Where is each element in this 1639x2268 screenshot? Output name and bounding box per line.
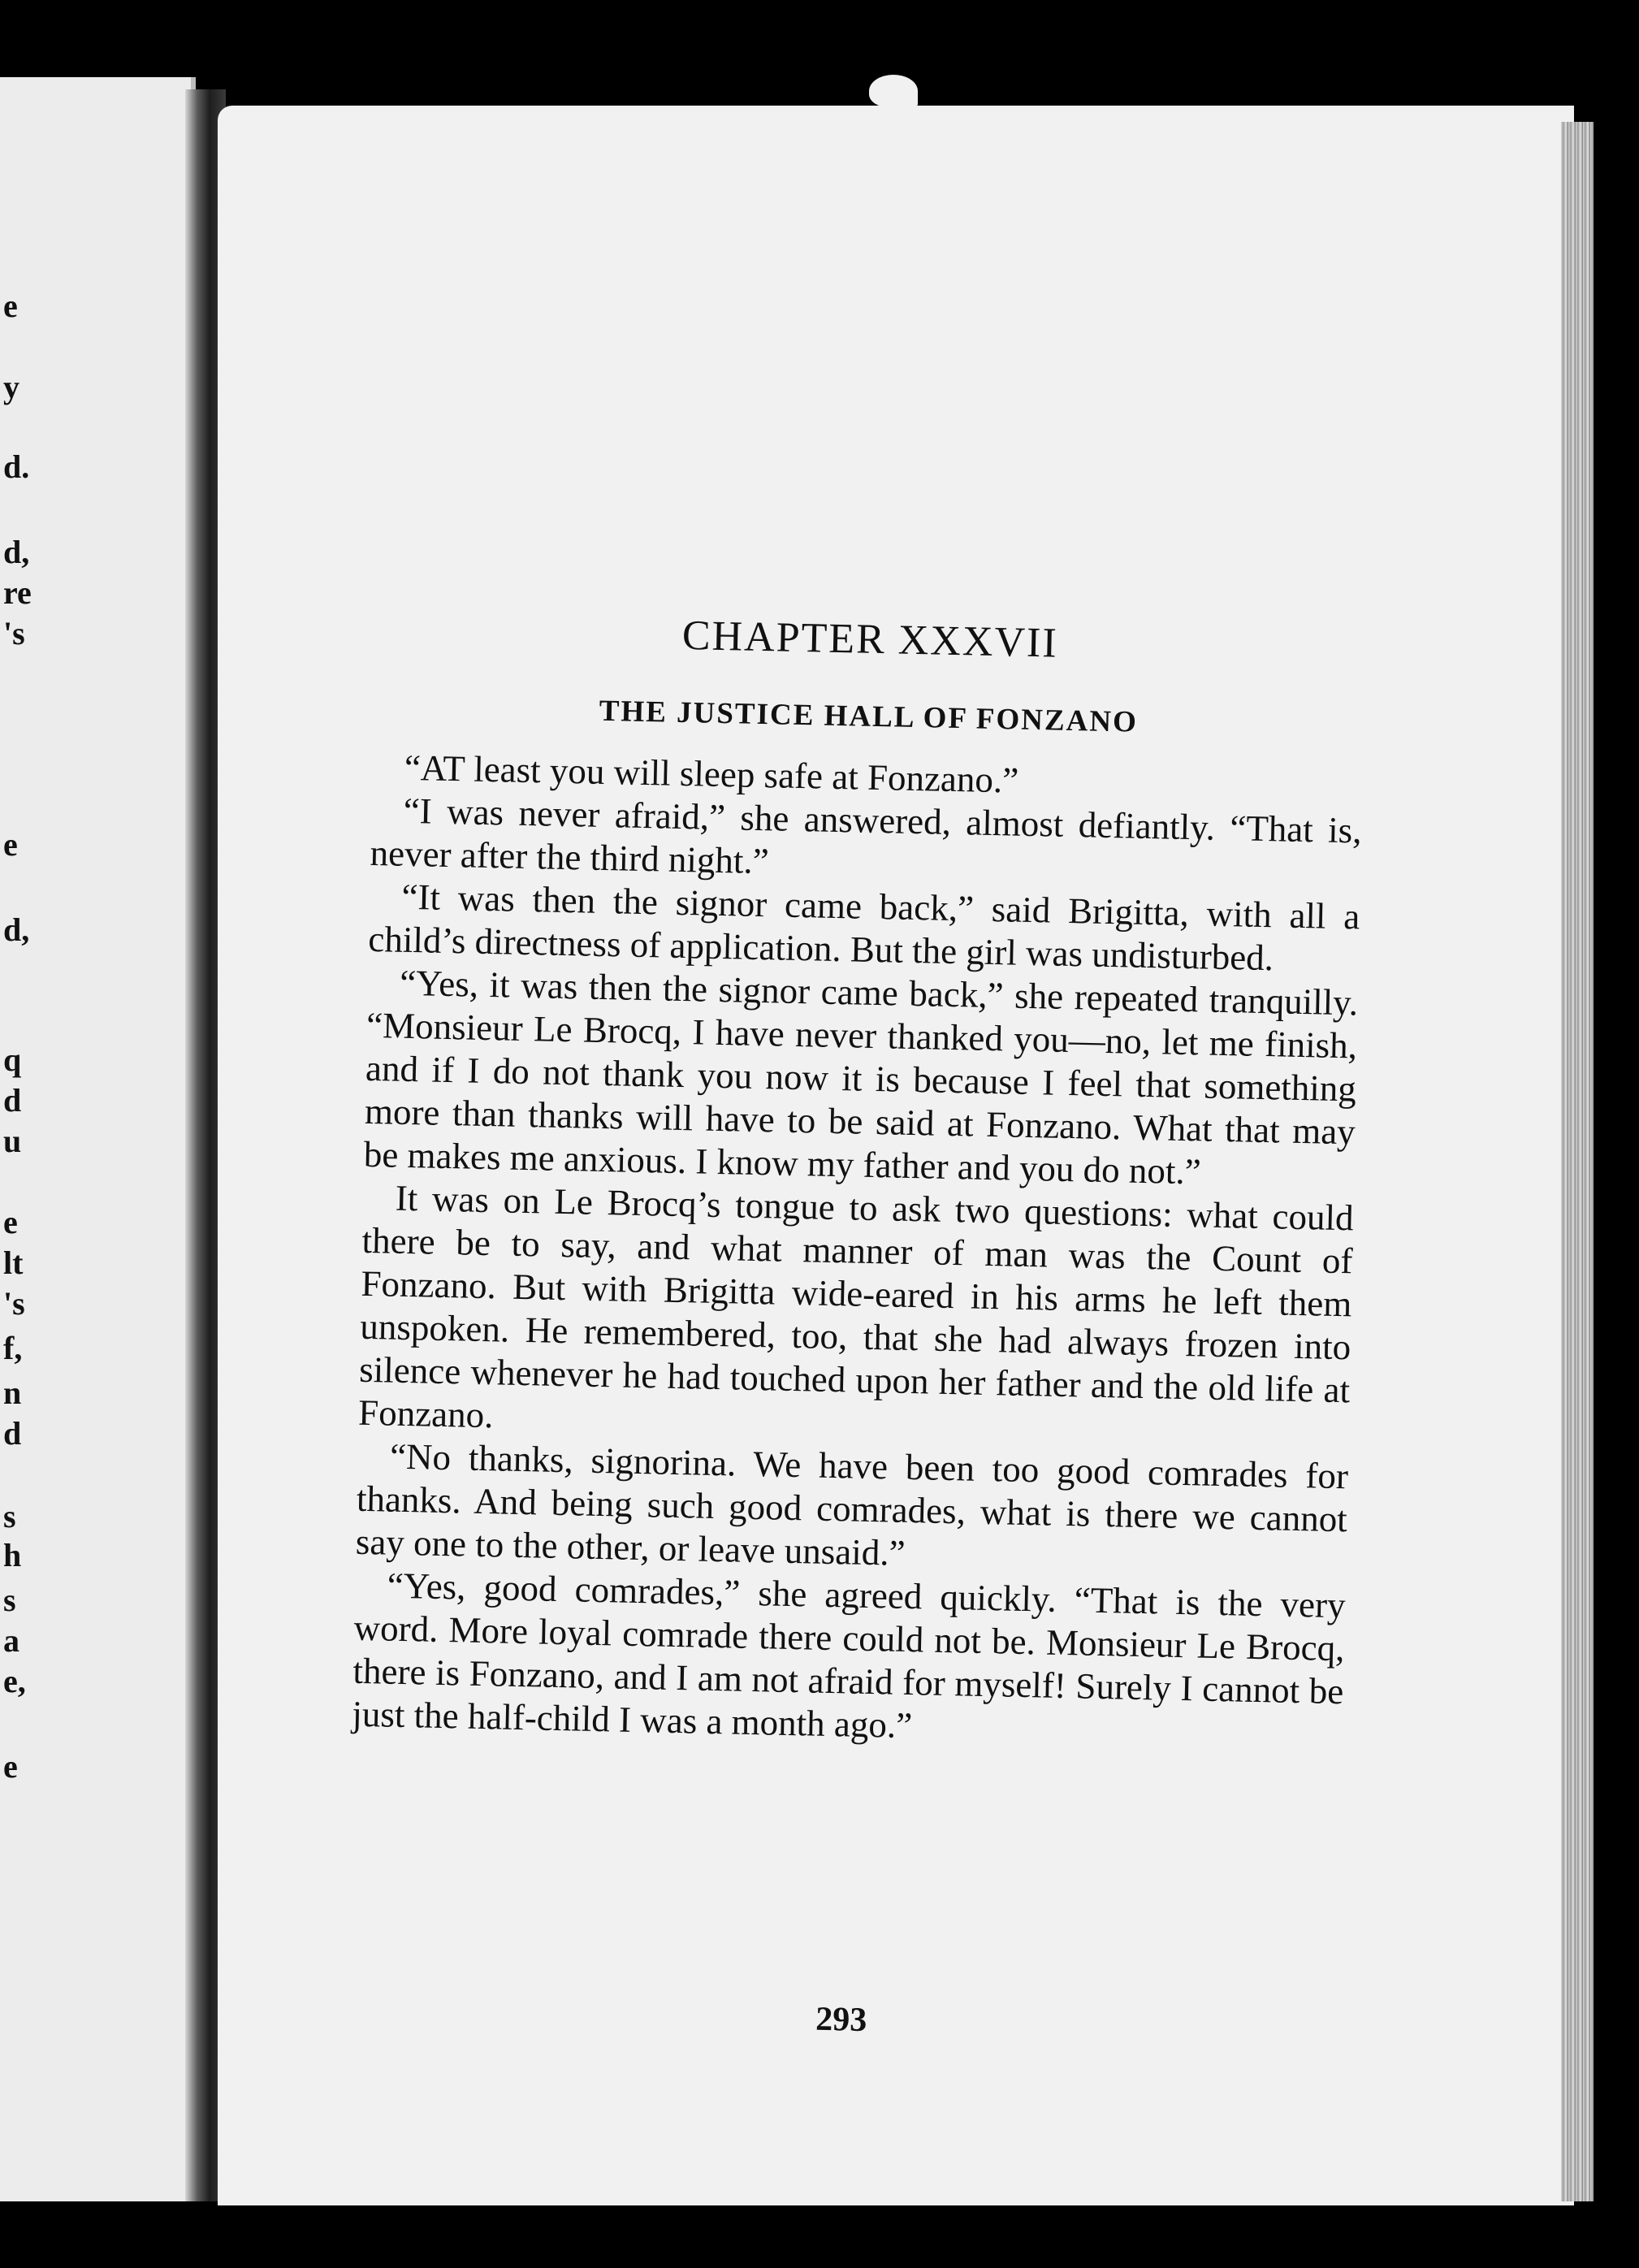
page-tear-mark (869, 75, 918, 107)
margin-fragment: d (3, 1082, 22, 1119)
page-number: 293 (815, 2000, 867, 2040)
margin-fragment: a (3, 1622, 19, 1659)
margin-fragment: q (3, 1041, 22, 1078)
margin-fragment: d, (3, 534, 30, 570)
margin-fragment: e (3, 1748, 18, 1785)
paragraph: It was on Le Brocq’s tongue to ask two questions: what could there be to say, and what manner of man was the Count of Fonzano. But with Brigitta wide-eared in his arms he left them unspoken. He remembered, too, that she had always frozen into silence whenever he had touched upon her father and the old life at Fonzano. (357, 1177, 1355, 1436)
paragraph: “I was never afraid,” she answered, almost defiantly. “That is, never after the third night.” (370, 790, 1363, 882)
margin-fragment: d, (3, 911, 30, 948)
paragraph: “AT least you will sleep safe at Fonzano.” (404, 747, 1019, 801)
margin-fragment: n (3, 1374, 22, 1411)
paragraph: “No thanks, signorina. We have been too good comrades for thanks. And being such good comrades, what is there we cannot say one to the other, or leave unsaid.” (355, 1435, 1349, 1573)
chapter-title: CHAPTER XXXVII (681, 612, 1059, 667)
margin-fragment: h (3, 1537, 22, 1573)
margin-fragment: 's (3, 1285, 25, 1322)
margin-fragment: e (3, 826, 18, 863)
margin-fragment: s (3, 1498, 16, 1534)
paragraph: “Yes, good comrades,” she agreed quickly. “That is the very word. More loyal comrade there could not be. Monsieur Le Brocq, there is Fonzano, and I am not afraid for myself! Surely I cannot be just the half-child I was a month ago.” (351, 1565, 1347, 1746)
margin-fragment: u (3, 1123, 22, 1159)
margin-fragment: d. (3, 448, 30, 485)
margin-fragment: s (3, 1582, 16, 1618)
margin-fragment: e (3, 288, 18, 324)
margin-fragment: lt (3, 1244, 24, 1281)
margin-fragment: f, (3, 1330, 23, 1366)
page-edges (1561, 122, 1594, 2201)
margin-fragment: 's (3, 615, 25, 651)
margin-fragment: re (3, 574, 32, 611)
left-facing-page (0, 77, 196, 2201)
margin-fragment: e, (3, 1663, 26, 1699)
paragraph: “Yes, it was then the signor came back,” she repeated tranquilly. “Monsieur Le Brocq, I have never thanked you—no, let me finish, and if I do not thank you now it is because I feel that something more than thanks will have to be said at Fonzano. What that may be makes me anxious. I know my father and you do not.” (363, 962, 1359, 1192)
paragraph: “It was then the signor came back,” said Brigitta, with all a child’s directness of application. But the girl was undisturbed. (367, 876, 1360, 979)
margin-fragment: d (3, 1415, 22, 1452)
margin-fragment: e (3, 1204, 18, 1240)
chapter-subtitle: THE JUSTICE HALL OF FONZANO (599, 694, 1139, 739)
margin-fragment: y (3, 369, 19, 405)
body-text (352, 746, 1363, 1756)
